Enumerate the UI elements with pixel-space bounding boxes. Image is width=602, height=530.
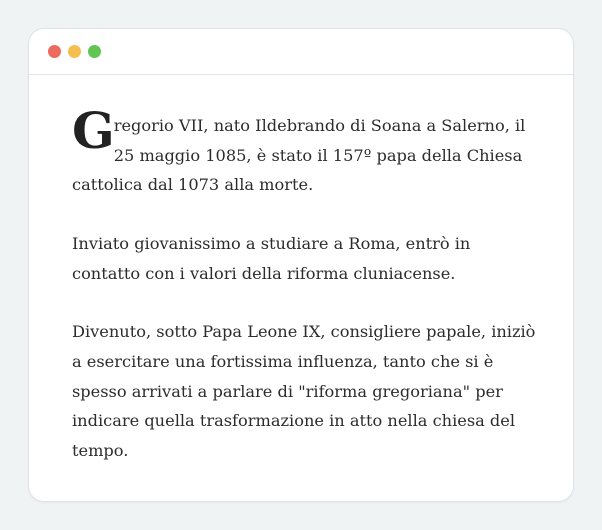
window-titlebar bbox=[29, 29, 573, 75]
paragraph-1-text: regorio VII, nato Ildebrando di Soana a Salerno, il 25 maggio 1085, è stato il 157º papa della Chiesa cattolica dal 1073 alla morte. bbox=[72, 116, 526, 195]
maximize-window-button[interactable] bbox=[88, 45, 101, 58]
paragraph-1 bbox=[72, 101, 542, 200]
paragraph-3: Divenuto, sotto Papa Leone IX, consigliere papale, iniziò a esercitare una fortissima influenza, tanto che si è spesso arrivati a parlare di "riforma gregoriana" per indicare quella trasformazione in atto nella chiesa del tempo. bbox=[72, 322, 536, 460]
paragraph-2: Inviato giovanissimo a studiare a Roma, entrò in contatto con i valori della riforma cluniacense. bbox=[72, 233, 471, 283]
drop-cap: G bbox=[72, 101, 115, 160]
card-window bbox=[28, 28, 574, 502]
close-window-button[interactable] bbox=[48, 45, 61, 58]
minimize-window-button[interactable] bbox=[68, 45, 81, 58]
article-body bbox=[72, 101, 542, 495]
